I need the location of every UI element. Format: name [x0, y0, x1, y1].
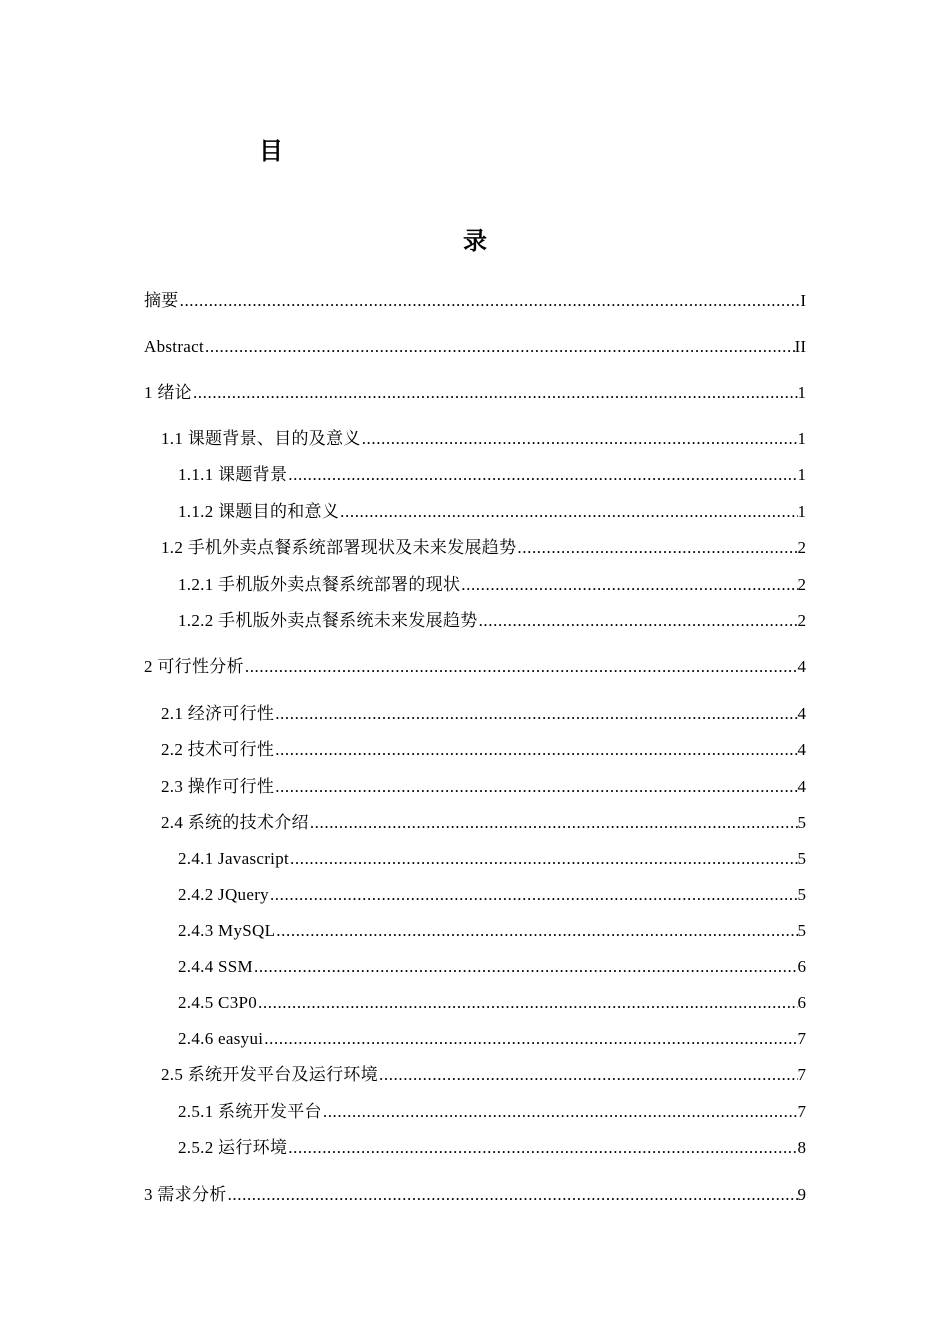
toc-entry-2-4-1[interactable] [178, 848, 806, 870]
toc-entry-label: Abstract [144, 337, 204, 356]
toc-entry-label: 2.4.2 JQuery [178, 885, 269, 904]
dot-leader [264, 1028, 797, 1050]
toc-entry-label: 1.2.2 手机版外卖点餐系统未来发展趋势 [178, 611, 478, 630]
dot-leader [517, 537, 797, 559]
toc-entry-page: 7 [797, 1102, 806, 1121]
dot-leader [228, 1184, 798, 1206]
toc-entry-1-2[interactable] [161, 537, 806, 559]
dot-leader [275, 739, 797, 761]
toc-entry-page: 2 [797, 575, 806, 594]
toc-entry-page: 2 [797, 538, 806, 557]
toc-entry-label: 2.4 系统的技术介绍 [161, 813, 309, 832]
dot-leader [379, 1064, 798, 1086]
dot-leader [193, 382, 798, 404]
toc-entry-page: 7 [797, 1065, 806, 1084]
toc-entry-2-4-4[interactable] [178, 956, 806, 978]
toc-entry-page: 4 [797, 740, 806, 759]
dot-leader [270, 884, 798, 906]
toc-entry-page: 5 [797, 849, 806, 868]
toc-title-char-1: 目 [259, 137, 283, 165]
toc-entry-page: 6 [797, 957, 806, 976]
toc-entry-label: 2.2 技术可行性 [161, 740, 275, 759]
toc-entry-page: 7 [797, 1029, 806, 1048]
toc-entry-page: I [800, 291, 806, 310]
toc-entry-page: II [794, 337, 806, 356]
toc-entry-page: 4 [797, 657, 806, 676]
toc-title-char-2: 录 [463, 227, 487, 255]
toc-entry-label: 1.1.2 课题目的和意义 [178, 502, 340, 521]
toc-entry-label: 2.1 经济可行性 [161, 704, 275, 723]
toc-entry-page: 1 [797, 465, 806, 484]
toc-entry-label: 1.2.1 手机版外卖点餐系统部署的现状 [178, 575, 461, 594]
toc-entry-label: 2.5.2 运行环境 [178, 1138, 288, 1157]
toc-entry-chapter-3[interactable] [144, 1184, 806, 1206]
dot-leader [288, 1137, 797, 1159]
toc-entry-page: 1 [797, 383, 806, 402]
toc-entry-label: 2.4.5 C3P0 [178, 993, 258, 1012]
toc-entry-label: 2.5 系统开发平台及运行环境 [161, 1065, 378, 1084]
toc-entry-page: 1 [797, 429, 806, 448]
dot-leader [275, 776, 797, 798]
dot-leader [340, 501, 797, 523]
toc-entry-2-4-3[interactable] [178, 920, 806, 942]
dot-leader [310, 812, 798, 834]
toc-entry-label: 2.4.1 Javascript [178, 849, 290, 868]
toc-entry-label: 2.4.3 MySQL [178, 921, 276, 940]
toc-entry-2-4-6[interactable] [178, 1028, 806, 1050]
toc-entry-2-5-2[interactable] [178, 1137, 806, 1159]
toc-entry-2-4-2[interactable] [178, 884, 806, 906]
dot-leader [276, 920, 797, 942]
dot-leader [288, 464, 797, 486]
dot-leader [290, 848, 797, 870]
toc-entry-page: 1 [797, 502, 806, 521]
toc-entry-label: 1.1 课题背景、目的及意义 [161, 429, 361, 448]
toc-entry-label: 摘要 [144, 291, 179, 310]
toc-entry-label: 2.5.1 系统开发平台 [178, 1102, 322, 1121]
toc-entry-label: 2.4.6 easyui [178, 1029, 264, 1048]
toc-entry-1-1-1[interactable] [178, 464, 806, 486]
toc-entry-1-1-2[interactable] [178, 501, 806, 523]
toc-entry-page: 4 [797, 704, 806, 723]
toc-entry-abstract-en[interactable] [144, 336, 806, 358]
toc-entry-page: 5 [797, 885, 806, 904]
toc-entry-2-5[interactable] [161, 1064, 806, 1086]
toc-entry-page: 9 [797, 1185, 806, 1204]
dot-leader [245, 656, 798, 678]
toc-entry-2-2[interactable] [161, 739, 806, 761]
toc-entry-2-5-1[interactable] [178, 1101, 806, 1123]
toc-entry-label: 1.2 手机外卖点餐系统部署现状及未来发展趋势 [161, 538, 517, 557]
dot-leader [362, 428, 798, 450]
dot-leader [180, 290, 801, 312]
dot-leader [461, 574, 797, 596]
dot-leader [205, 336, 795, 358]
toc-entry-page: 2 [797, 611, 806, 630]
toc-entry-2-1[interactable] [161, 703, 806, 725]
toc-entry-label: 2 可行性分析 [144, 657, 244, 676]
dot-leader [258, 992, 797, 1014]
toc-entry-page: 5 [797, 921, 806, 940]
toc-entry-1-2-2[interactable] [178, 610, 806, 632]
toc-entry-1-1[interactable] [161, 428, 806, 450]
toc-entry-abstract-cn[interactable] [144, 290, 806, 312]
dot-leader [275, 703, 797, 725]
toc-entry-1-2-1[interactable] [178, 574, 806, 596]
dot-leader [479, 610, 798, 632]
toc-entry-label: 1 绪论 [144, 383, 192, 402]
dot-leader [323, 1101, 798, 1123]
toc-entry-page: 8 [797, 1138, 806, 1157]
toc-entry-chapter-1[interactable] [144, 382, 806, 404]
dot-leader [254, 956, 798, 978]
toc-entry-label: 2.4.4 SSM [178, 957, 253, 976]
toc-entry-page: 4 [797, 777, 806, 796]
toc-entry-label: 3 需求分析 [144, 1185, 227, 1204]
toc-entry-2-4-5[interactable] [178, 992, 806, 1014]
toc-entry-label: 2.3 操作可行性 [161, 777, 275, 796]
toc-entry-chapter-2[interactable] [144, 656, 806, 678]
toc-entry-2-4[interactable] [161, 812, 806, 834]
toc-entry-page: 5 [797, 813, 806, 832]
toc-entry-label: 1.1.1 课题背景 [178, 465, 288, 484]
toc-entry-page: 6 [797, 993, 806, 1012]
toc-entry-2-3[interactable] [161, 776, 806, 798]
